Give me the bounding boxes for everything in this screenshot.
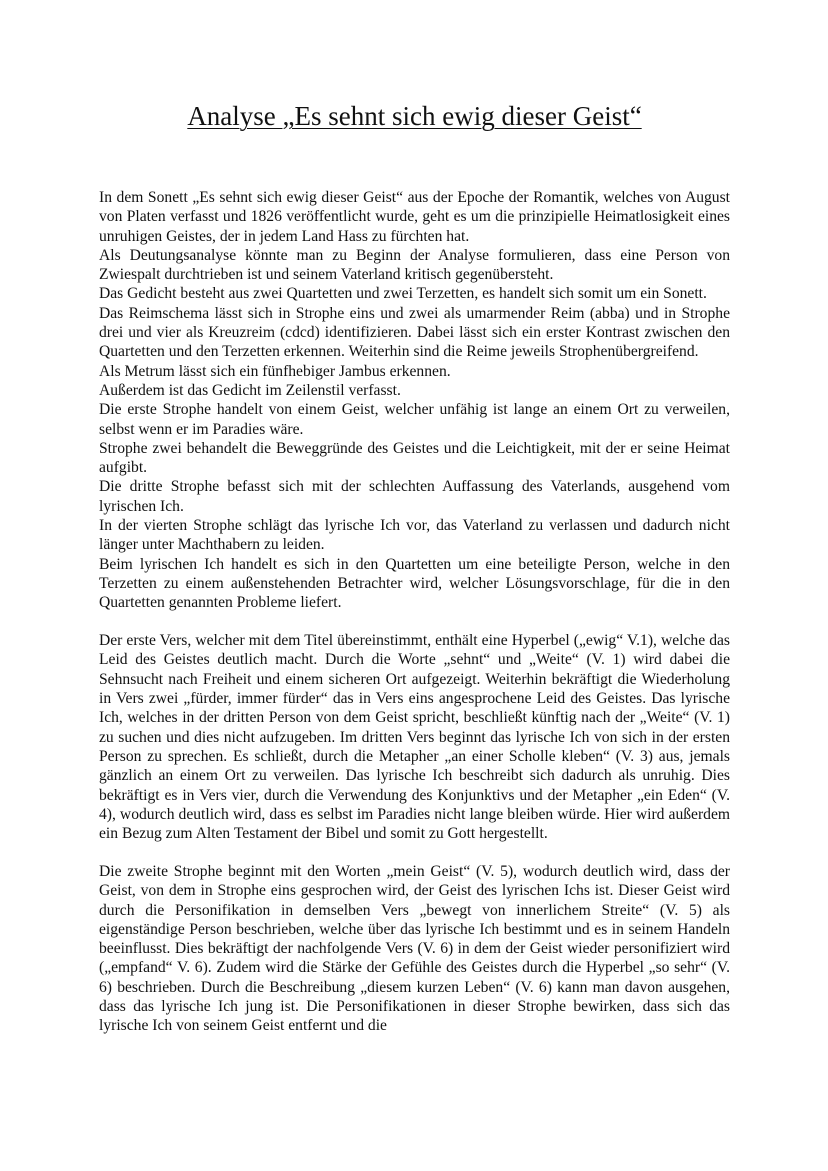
intro-paragraph: Die dritte Strophe befasst sich mit der schlechten Auffassung des Vaterlands, ausgehend vom lyrischen Ich. (99, 478, 730, 515)
paragraph-spacer (99, 613, 730, 632)
intro-paragraph: Als Metrum lässt sich ein fünfhebiger Jambus erkennen. (99, 362, 451, 380)
analysis-paragraph-stanza-1: Der erste Vers, welcher mit dem Titel übereinstimmt, enthält eine Hyperbel („ewig“ V.1), welche das Leid des Geistes deutlich macht. Durch die Worte „sehnt“ und „Weite“ (V. 1) wird dabei die Sehnsucht nach Freiheit und einem sicheren Ort aufgezeigt. Weiterhin bekräftigt die Wiederholung in Vers zwei „fürder, immer fürder“ das in Vers eins angesprochene Leid des Geistes. Das lyrische Ich, welches in der dritten Person von dem Geist spricht, beschließt künftig nach der „Weite“ (V. 1) zu suchen und dies nicht aufzugeben. Im dritten Vers beginnt das lyrische Ich von sich in der ersten Person zu sprechen. Es schließt, durch die Metapher „an einer Scholle kleben“ (V. 3) aus, jemals gänzlich an einem Ort zu verweilen. Das lyrische Ich beschreibt sich dadurch als unruhig. Dies bekräftigt es in Vers vier, durch die Verwendung des Konjunktivs und der Metapher „ein Eden“ (V. 4), wodurch deutlich wird, dass es selbst im Paradies nicht lange bleiben würde. Hier wird außerdem ein Bezug zum Alten Testament der Bibel und somit zu Gott hergestellt. (99, 632, 730, 843)
page-title: Analyse „Es sehnt sich ewig dieser Geist“ (187, 101, 642, 131)
intro-paragraph: In der vierten Strophe schlägt das lyrische Ich vor, das Vaterland zu verlassen und dadurch nicht länger unter Machthabern zu leiden. (99, 517, 730, 554)
analysis-paragraph-stanza-2: Die zweite Strophe beginnt mit den Worten „mein Geist“ (V. 5), wodurch deutlich wird, dass der Geist, von dem in Strophe eins gesprochen wird, der Geist des lyrischen Ichs ist. Dieser Geist wird durch die Personifikation in demselben Vers „bewegt von innerlichem Streite“ (V. 5) als eigenständige Person beschrieben, welche über das lyrische Ich bestimmt und es in seinem Handeln beeinflusst. Dies bekräftigt der nachfolgende Vers (V. 6) in dem der Geist wieder personifiziert wird („empfand“ V. 6). Zudem wird die Stärke der Gefühle des Geistes durch die Hyperbel „so sehr“ (V. 6) beschrieben. Durch die Beschreibung „diesem kurzen Leben“ (V. 6) kann man davon ausgehen, dass das lyrische Ich jung ist. Die Personifikationen in dieser Strophe bewirken, dass sich das lyrische Ich von seinem Geist entfernt und die (99, 862, 730, 1035)
intro-paragraph: Beim lyrischen Ich handelt es sich in den Quartetten um eine beteiligte Person, welche in den Terzetten zu einem außenstehenden Betrachter wird, welcher Lösungsvorschlage, für die in den Quartetten genannten Probleme liefert. (99, 555, 730, 612)
intro-paragraph: Das Gedicht besteht aus zwei Quartetten und zwei Terzetten, es handelt sich somit um ein Sonett. (99, 285, 707, 303)
intro-paragraph: In dem Sonett „Es sehnt sich ewig dieser Geist“ aus der Epoche der Romantik, welches von August von Platen verfasst und 1826 veröffentlicht wurde, geht es um die prinzipielle Heimatlosigkeit eines unruhigen Geistes, der in jedem Land Hass zu fürchten hat. (99, 189, 730, 245)
intro-paragraph: Außerdem ist das Gedicht im Zeilenstil verfasst. (99, 381, 401, 399)
intro-paragraph: Die erste Strophe handelt von einem Geist, welcher unfähig ist lange an einem Ort zu verweilen, selbst wenn er im Paradies wäre. (99, 401, 730, 438)
intro-paragraph: Strophe zwei behandelt die Beweggründe des Geistes und die Leichtigkeit, mit der er seine Heimat aufgibt. (99, 439, 730, 477)
paragraph-spacer (99, 843, 730, 862)
intro-paragraph: Das Reimschema lässt sich in Strophe eins und zwei als umarmender Reim (abba) und in Strophe drei und vier als Kreuzreim (cdcd) identifizieren. Dabei lässt sich ein erster Kontrast zwischen den Quartetten und den Terzetten erkennen. Weiterhin sind die Reime jeweils Strophenübergreifend. (99, 304, 730, 361)
intro-paragraph: Als Deutungsanalyse könnte man zu Beginn der Analyse formulieren, dass eine Person von Zwiespalt durchtrieben ist und seinem Vaterland kritisch gegenübersteht. (99, 246, 730, 284)
intro-section (99, 188, 730, 613)
